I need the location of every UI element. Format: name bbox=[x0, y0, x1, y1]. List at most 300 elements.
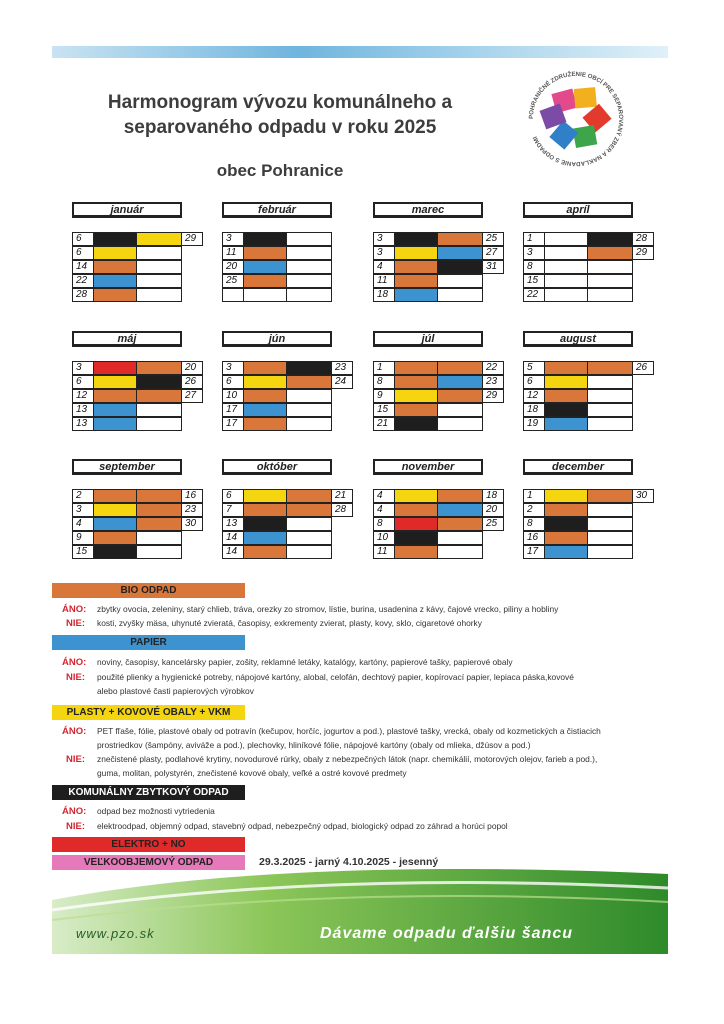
waste-color-cell bbox=[93, 489, 137, 503]
waste-color-cell bbox=[243, 288, 287, 302]
waste-color-cell bbox=[394, 232, 438, 246]
calendar-row bbox=[523, 531, 655, 545]
waste-color-cell bbox=[286, 260, 332, 274]
month-grid bbox=[373, 232, 505, 302]
pzo-logo bbox=[527, 70, 625, 168]
calendar-row bbox=[222, 260, 354, 274]
end-day-cell: 29 bbox=[482, 389, 504, 403]
legend-plasty-nie-label: NIE: bbox=[66, 754, 85, 765]
end-day-cell: 29 bbox=[632, 246, 654, 260]
month-grid bbox=[72, 361, 204, 431]
calendar-row bbox=[373, 503, 505, 517]
month-grid bbox=[222, 361, 354, 431]
calendar-row bbox=[72, 545, 204, 559]
waste-color-cell bbox=[243, 545, 287, 559]
month-title: október bbox=[222, 459, 332, 475]
day-cell: 22 bbox=[523, 288, 545, 302]
end-day-cell: 27 bbox=[181, 389, 203, 403]
day-cell: 14 bbox=[222, 545, 244, 559]
day-cell: 2 bbox=[523, 503, 545, 517]
day-cell: 2 bbox=[72, 489, 94, 503]
waste-color-cell bbox=[243, 503, 287, 517]
calendar-row bbox=[523, 361, 655, 375]
calendar-row bbox=[72, 361, 204, 375]
day-cell: 13 bbox=[72, 403, 94, 417]
calendar-row bbox=[72, 517, 204, 531]
day-cell: 8 bbox=[373, 517, 395, 531]
calendar-row bbox=[222, 232, 354, 246]
day-cell: 3 bbox=[373, 246, 395, 260]
month-title: jún bbox=[222, 331, 332, 347]
day-cell: 7 bbox=[222, 503, 244, 517]
waste-color-cell bbox=[544, 260, 588, 274]
month-grid bbox=[222, 489, 354, 559]
day-cell: 19 bbox=[523, 417, 545, 431]
day-cell: 9 bbox=[373, 389, 395, 403]
month-grid bbox=[523, 489, 655, 559]
day-cell: 3 bbox=[72, 361, 94, 375]
footer-slogan: Dávame odpadu ďalšiu šancu bbox=[320, 925, 574, 942]
waste-color-cell bbox=[286, 246, 332, 260]
waste-color-cell bbox=[136, 517, 182, 531]
calendar-row bbox=[72, 232, 204, 246]
calendar-row bbox=[72, 260, 204, 274]
waste-color-cell bbox=[286, 375, 332, 389]
bulky-waste-dates: 29.3.2025 - jarný 4.10.2025 - jesenný bbox=[259, 856, 439, 868]
waste-color-cell bbox=[587, 246, 633, 260]
waste-color-cell bbox=[394, 288, 438, 302]
waste-color-cell bbox=[394, 389, 438, 403]
waste-color-cell bbox=[394, 417, 438, 431]
month-grid bbox=[72, 232, 204, 302]
waste-color-cell bbox=[544, 489, 588, 503]
waste-color-cell bbox=[544, 361, 588, 375]
waste-color-cell bbox=[437, 389, 483, 403]
legend-komunalny-ano-text: odpad bez možnosti vytriedenia bbox=[97, 806, 215, 816]
waste-color-cell bbox=[93, 417, 137, 431]
day-cell: 6 bbox=[222, 375, 244, 389]
end-day-cell: 27 bbox=[482, 246, 504, 260]
legend-velkoobjemovy-bar: VEĽKOOBJEMOVÝ ODPAD bbox=[52, 855, 245, 870]
day-cell: 15 bbox=[72, 545, 94, 559]
waste-color-cell bbox=[93, 545, 137, 559]
waste-color-cell bbox=[286, 403, 332, 417]
waste-color-cell bbox=[243, 375, 287, 389]
waste-color-cell bbox=[437, 531, 483, 545]
legend-komunalny-nie-label: NIE: bbox=[66, 821, 85, 832]
calendar-row bbox=[373, 361, 505, 375]
legend-bio-nie-text: kosti, zvyšky mäsa, uhynuté zvieratá, časopisy, exkrementy zvierat, plasty, kovy, sklo, cigaretové ohorky bbox=[97, 618, 482, 628]
waste-color-cell bbox=[544, 417, 588, 431]
calendar-row bbox=[72, 375, 204, 389]
waste-color-cell bbox=[587, 503, 633, 517]
day-cell: 25 bbox=[222, 274, 244, 288]
end-day-cell: 24 bbox=[331, 375, 353, 389]
calendar-row bbox=[523, 545, 655, 559]
calendar-row bbox=[373, 288, 505, 302]
end-day-cell: 18 bbox=[482, 489, 504, 503]
end-day-cell: 21 bbox=[331, 489, 353, 503]
waste-color-cell bbox=[136, 246, 182, 260]
waste-color-cell bbox=[394, 361, 438, 375]
calendar-row bbox=[222, 361, 354, 375]
waste-color-cell bbox=[136, 375, 182, 389]
day-cell: 18 bbox=[373, 288, 395, 302]
waste-color-cell bbox=[136, 503, 182, 517]
footer-url-link[interactable]: www.pzo.sk bbox=[76, 926, 155, 941]
calendar-row bbox=[523, 389, 655, 403]
end-day-cell: 25 bbox=[482, 517, 504, 531]
day-cell: 12 bbox=[523, 389, 545, 403]
month-title: apríl bbox=[523, 202, 633, 218]
calendar-row bbox=[373, 375, 505, 389]
day-cell: 11 bbox=[222, 246, 244, 260]
day-cell: 8 bbox=[373, 375, 395, 389]
waste-color-cell bbox=[286, 361, 332, 375]
calendar-row bbox=[72, 531, 204, 545]
waste-color-cell bbox=[93, 232, 137, 246]
waste-color-cell bbox=[587, 545, 633, 559]
top-decorative-stripe bbox=[52, 46, 668, 58]
calendar-row bbox=[373, 246, 505, 260]
waste-color-cell bbox=[437, 403, 483, 417]
calendar-row bbox=[72, 503, 204, 517]
waste-color-cell bbox=[136, 489, 182, 503]
legend-papier-bar: PAPIER bbox=[52, 635, 245, 650]
end-day-cell: 22 bbox=[482, 361, 504, 375]
waste-color-cell bbox=[394, 246, 438, 260]
end-day-cell: 20 bbox=[482, 503, 504, 517]
calendar-row bbox=[523, 517, 655, 531]
calendar-row bbox=[72, 489, 204, 503]
waste-color-cell bbox=[437, 361, 483, 375]
day-cell: 6 bbox=[222, 489, 244, 503]
waste-color-cell bbox=[587, 517, 633, 531]
waste-color-cell bbox=[243, 531, 287, 545]
waste-color-cell bbox=[544, 503, 588, 517]
calendar-row bbox=[373, 260, 505, 274]
waste-color-cell bbox=[394, 274, 438, 288]
month-title: november bbox=[373, 459, 483, 475]
calendar-row bbox=[523, 288, 655, 302]
waste-color-cell bbox=[544, 375, 588, 389]
waste-color-cell bbox=[437, 503, 483, 517]
end-day-cell: 26 bbox=[632, 361, 654, 375]
waste-color-cell bbox=[544, 545, 588, 559]
day-cell: 1 bbox=[523, 232, 545, 246]
waste-color-cell bbox=[286, 389, 332, 403]
legend-plasty-bar: PLASTY + KOVOVÉ OBALY + VKM bbox=[52, 705, 245, 720]
calendar-row bbox=[222, 403, 354, 417]
end-day-cell: 30 bbox=[632, 489, 654, 503]
day-cell: 5 bbox=[523, 361, 545, 375]
waste-color-cell bbox=[286, 274, 332, 288]
month-grid bbox=[373, 361, 505, 431]
calendar-row bbox=[222, 503, 354, 517]
calendar-row bbox=[373, 517, 505, 531]
day-cell: 20 bbox=[222, 260, 244, 274]
waste-color-cell bbox=[587, 403, 633, 417]
waste-color-cell bbox=[587, 489, 633, 503]
waste-color-cell bbox=[243, 260, 287, 274]
calendar-row bbox=[523, 232, 655, 246]
month-grid bbox=[222, 232, 354, 302]
month-title: júl bbox=[373, 331, 483, 347]
waste-color-cell bbox=[93, 389, 137, 403]
legend-bio-bar: BIO ODPAD bbox=[52, 583, 245, 598]
day-cell: 4 bbox=[373, 489, 395, 503]
day-cell: 14 bbox=[222, 531, 244, 545]
day-cell: 21 bbox=[373, 417, 395, 431]
end-day-cell: 23 bbox=[181, 503, 203, 517]
calendar-row bbox=[222, 517, 354, 531]
waste-color-cell bbox=[286, 531, 332, 545]
waste-color-cell bbox=[394, 517, 438, 531]
calendar-row bbox=[523, 403, 655, 417]
legend-papier-ano-label: ÁNO: bbox=[62, 657, 87, 668]
legend-komunalny-nie-text: elektroodpad, objemný odpad, stavebný odpad, nebezpečný odpad, biologický odpad zo záhrad a horúci popol bbox=[97, 821, 508, 831]
day-cell: 3 bbox=[523, 246, 545, 260]
waste-color-cell bbox=[286, 232, 332, 246]
day-cell: 13 bbox=[222, 517, 244, 531]
calendar-row bbox=[222, 246, 354, 260]
waste-color-cell bbox=[93, 531, 137, 545]
day-cell: 4 bbox=[72, 517, 94, 531]
waste-color-cell bbox=[437, 260, 483, 274]
legend-bio-nie-label: NIE: bbox=[66, 618, 85, 629]
waste-color-cell bbox=[437, 489, 483, 503]
end-day-cell: 31 bbox=[482, 260, 504, 274]
waste-color-cell bbox=[243, 232, 287, 246]
waste-color-cell bbox=[394, 375, 438, 389]
day-cell: 3 bbox=[222, 361, 244, 375]
waste-color-cell bbox=[136, 232, 182, 246]
waste-color-cell bbox=[286, 517, 332, 531]
waste-color-cell bbox=[437, 417, 483, 431]
waste-color-cell bbox=[437, 232, 483, 246]
day-cell: 9 bbox=[72, 531, 94, 545]
legend-elektro-bar: ELEKTRO + NO bbox=[52, 837, 245, 852]
waste-color-cell bbox=[243, 389, 287, 403]
end-day-cell: 20 bbox=[181, 361, 203, 375]
month-grid bbox=[523, 361, 655, 431]
calendar-row bbox=[222, 389, 354, 403]
waste-color-cell bbox=[286, 545, 332, 559]
legend-papier-nie-text-2: alebo plastové časti papierových výrobkov bbox=[97, 686, 254, 696]
calendar-row bbox=[523, 260, 655, 274]
calendar-row bbox=[222, 288, 354, 302]
waste-color-cell bbox=[544, 288, 588, 302]
waste-color-cell bbox=[243, 417, 287, 431]
month-grid bbox=[523, 232, 655, 302]
waste-color-cell bbox=[243, 403, 287, 417]
day-cell: 8 bbox=[523, 260, 545, 274]
day-cell: 6 bbox=[523, 375, 545, 389]
waste-color-cell bbox=[93, 288, 137, 302]
waste-color-cell bbox=[394, 260, 438, 274]
legend-papier-nie-label: NIE: bbox=[66, 672, 85, 683]
legend-papier-nie-text-1: použité plienky a hygienické potreby, nápojové kartóny, alobal, celofán, dechtový papier, kopírovací papier, lepiaca páska,kovové bbox=[97, 672, 574, 682]
day-cell: 10 bbox=[222, 389, 244, 403]
day-cell: 13 bbox=[72, 417, 94, 431]
calendar-row bbox=[373, 489, 505, 503]
waste-color-cell bbox=[587, 389, 633, 403]
waste-color-cell bbox=[437, 246, 483, 260]
month-title: máj bbox=[72, 331, 182, 347]
page-subtitle: obec Pohranice bbox=[216, 161, 344, 180]
calendar-row bbox=[523, 489, 655, 503]
waste-color-cell bbox=[437, 545, 483, 559]
day-cell: 17 bbox=[523, 545, 545, 559]
waste-color-cell bbox=[587, 361, 633, 375]
day-cell: 1 bbox=[373, 361, 395, 375]
waste-color-cell bbox=[544, 246, 588, 260]
day-cell: 15 bbox=[373, 403, 395, 417]
calendar-row bbox=[222, 489, 354, 503]
end-day-cell: 26 bbox=[181, 375, 203, 389]
day-cell: 10 bbox=[373, 531, 395, 545]
waste-color-cell bbox=[437, 274, 483, 288]
day-cell: 17 bbox=[222, 417, 244, 431]
legend-plasty-ano-label: ÁNO: bbox=[62, 726, 87, 737]
waste-color-cell bbox=[136, 361, 182, 375]
waste-color-cell bbox=[136, 545, 182, 559]
waste-color-cell bbox=[136, 389, 182, 403]
legend-komunalny-bar: KOMUNÁLNY ZBYTKOVÝ ODPAD bbox=[52, 785, 245, 800]
waste-color-cell bbox=[93, 246, 137, 260]
waste-color-cell bbox=[93, 361, 137, 375]
waste-color-cell bbox=[286, 288, 332, 302]
waste-color-cell bbox=[544, 517, 588, 531]
day-cell: 3 bbox=[72, 503, 94, 517]
end-day-cell: 29 bbox=[181, 232, 203, 246]
calendar-row bbox=[523, 246, 655, 260]
day-cell: 3 bbox=[373, 232, 395, 246]
waste-color-cell bbox=[587, 417, 633, 431]
month-title: február bbox=[222, 202, 332, 218]
day-cell: 16 bbox=[523, 531, 545, 545]
end-day-cell: 23 bbox=[482, 375, 504, 389]
waste-color-cell bbox=[243, 361, 287, 375]
day-cell: 6 bbox=[72, 246, 94, 260]
month-title: september bbox=[72, 459, 182, 475]
waste-color-cell bbox=[136, 417, 182, 431]
waste-color-cell bbox=[136, 403, 182, 417]
day-cell: 11 bbox=[373, 545, 395, 559]
waste-color-cell bbox=[286, 489, 332, 503]
calendar-row bbox=[523, 375, 655, 389]
day-cell: 4 bbox=[373, 260, 395, 274]
waste-color-cell bbox=[243, 274, 287, 288]
legend-plasty-ano-text-2: prostriedkov (šampóny, aviváže a pod.), plechovky, hliníkové fólie, nápojové kartóny (obaly od mlieka, džúsov a pod.) bbox=[97, 740, 531, 750]
calendar-row bbox=[373, 403, 505, 417]
month-title: december bbox=[523, 459, 633, 475]
legend-plasty-ano-text-1: PET fľaše, fólie, plastové obaly od potravín (kečupov, horčíc, jogurtov a pod.), plastové tašky, vrecká, obaly od kozmetických a čistiacich bbox=[97, 726, 601, 736]
day-cell: 1 bbox=[523, 489, 545, 503]
day-cell: 6 bbox=[72, 232, 94, 246]
waste-color-cell bbox=[544, 274, 588, 288]
calendar-row bbox=[72, 417, 204, 431]
day-cell: 15 bbox=[523, 274, 545, 288]
calendar-row bbox=[222, 545, 354, 559]
waste-color-cell bbox=[394, 403, 438, 417]
day-cell: 17 bbox=[222, 403, 244, 417]
calendar-row bbox=[373, 389, 505, 403]
end-day-cell: 28 bbox=[632, 232, 654, 246]
waste-color-cell bbox=[544, 403, 588, 417]
waste-color-cell bbox=[243, 489, 287, 503]
waste-color-cell bbox=[394, 489, 438, 503]
waste-color-cell bbox=[394, 545, 438, 559]
month-title: august bbox=[523, 331, 633, 347]
waste-color-cell bbox=[394, 503, 438, 517]
waste-color-cell bbox=[136, 531, 182, 545]
calendar-row bbox=[222, 417, 354, 431]
waste-color-cell bbox=[286, 417, 332, 431]
calendar-row bbox=[523, 417, 655, 431]
waste-color-cell bbox=[587, 375, 633, 389]
waste-color-cell bbox=[544, 232, 588, 246]
legend-plasty-nie-text-2: guma, molitan, polystyrén, znečistené kovové obaly, veľké a ostré kovové predmety bbox=[97, 768, 407, 778]
day-cell: 8 bbox=[523, 517, 545, 531]
waste-color-cell bbox=[587, 274, 633, 288]
legend-bio-ano-label: ÁNO: bbox=[62, 604, 87, 615]
waste-color-cell bbox=[136, 288, 182, 302]
calendar-row bbox=[523, 503, 655, 517]
waste-color-cell bbox=[394, 531, 438, 545]
legend-papier-ano-text: noviny, časopisy, kancelársky papier, zošity, reklamné letáky, katalógy, kartóny, papierové tašky, papierové obaly bbox=[97, 657, 513, 667]
waste-color-cell bbox=[93, 375, 137, 389]
waste-color-cell bbox=[587, 232, 633, 246]
waste-color-cell bbox=[544, 389, 588, 403]
waste-color-cell bbox=[93, 274, 137, 288]
calendar-row bbox=[373, 417, 505, 431]
calendar-row bbox=[373, 274, 505, 288]
calendar-row bbox=[72, 288, 204, 302]
waste-color-cell bbox=[136, 274, 182, 288]
waste-color-cell bbox=[587, 531, 633, 545]
waste-color-cell bbox=[243, 246, 287, 260]
end-day-cell: 30 bbox=[181, 517, 203, 531]
calendar-row bbox=[373, 531, 505, 545]
day-cell: 6 bbox=[72, 375, 94, 389]
waste-color-cell bbox=[587, 288, 633, 302]
legend-plasty-nie-text-1: znečistené plasty, podlahové krytiny, novodurové rúrky, obaly z nebezpečných látok (napr. chemikálií, motorových olejov, farieb a pod.), bbox=[97, 754, 598, 764]
calendar-row bbox=[222, 274, 354, 288]
calendar-row bbox=[72, 274, 204, 288]
waste-color-cell bbox=[587, 260, 633, 274]
page-title: Harmonogram vývozu komunálneho a separovaného odpadu v roku 2025 bbox=[107, 92, 453, 138]
calendar-row bbox=[222, 531, 354, 545]
day-cell: 14 bbox=[72, 260, 94, 274]
day-cell: 28 bbox=[72, 288, 94, 302]
calendar-row bbox=[373, 545, 505, 559]
waste-color-cell bbox=[136, 260, 182, 274]
waste-color-cell bbox=[93, 403, 137, 417]
month-title: marec bbox=[373, 202, 483, 218]
legend-komunalny-ano-label: ÁNO: bbox=[62, 806, 87, 817]
day-cell bbox=[222, 288, 244, 302]
waste-color-cell bbox=[437, 375, 483, 389]
day-cell: 3 bbox=[222, 232, 244, 246]
legend-bio-ano-text: zbytky ovocia, zeleniny, starý chlieb, tráva, orezky zo stromov, lístie, burina, usadenina z kávy, čajové vrecko, piliny a hobliny bbox=[97, 604, 559, 614]
calendar-row bbox=[72, 389, 204, 403]
waste-color-cell bbox=[286, 503, 332, 517]
waste-color-cell bbox=[93, 260, 137, 274]
day-cell: 12 bbox=[72, 389, 94, 403]
month-grid bbox=[373, 489, 505, 559]
waste-color-cell bbox=[437, 288, 483, 302]
